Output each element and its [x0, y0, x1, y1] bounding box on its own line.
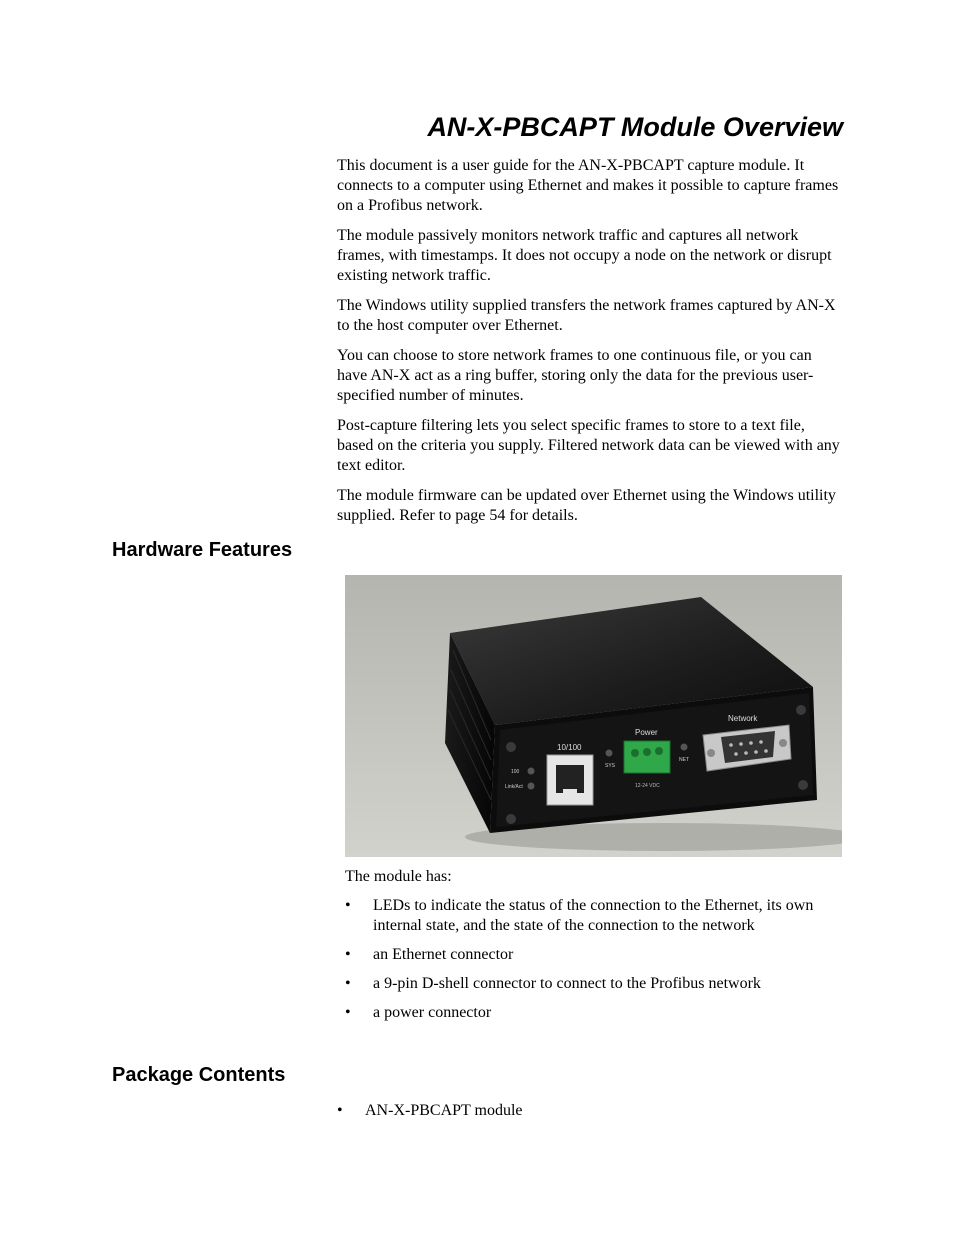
hardware-features-heading: Hardware Features [112, 539, 293, 561]
list-item: • AN-X-PBCAPT module [337, 1102, 523, 1119]
led-net-label: NET [679, 757, 689, 763]
list-item: • a 9-pin D-shell connector to connect to the Profibus network [345, 975, 761, 992]
voltage-label: 12-24 VDC [635, 783, 660, 789]
led-100-label: 100 [511, 769, 520, 775]
intro-paragraph-2: The module passively monitors network traffic and captures all network frames, with timestamps. It does not occupy a node on the network or disrupt existing network traffic. [337, 227, 832, 284]
intro-paragraph-1: This document is a user guide for the AN-X-PBCAPT capture module. It connects to a computer using Ethernet and makes it possible to capture frames on a Profibus network. [337, 157, 839, 214]
power-label: Power [635, 728, 658, 737]
led-sys-label: SYS [605, 763, 616, 769]
intro-paragraph-5: Post-capture filtering lets you select specific frames to store to a text file, based on the criteria you supply. Filtered network data can be viewed with any text editor. [337, 417, 840, 474]
list-item: • an Ethernet connector [345, 946, 514, 963]
bullet-icon: • [345, 946, 351, 963]
ethernet-label: 10/100 [557, 743, 582, 752]
module-photo [345, 575, 842, 857]
bullet-icon: • [337, 1102, 343, 1119]
intro-paragraph-4: You can choose to store network frames to one continuous file, or you can have AN-X act as a ring buffer, storing only the data for the previous user-specified number of minutes. [337, 347, 814, 404]
bullet-icon: • [345, 1004, 351, 1021]
intro-paragraph-3: The Windows utility supplied transfers the network frames captured by AN-X to the host computer over Ethernet. [337, 297, 836, 334]
page-title: AN-X-PBCAPT Module Overview [427, 112, 843, 142]
package-contents-heading: Package Contents [112, 1064, 286, 1086]
list-item: • LEDs to indicate the status of the connection to the Ethernet, its own internal state, and the state of the connection to the network [345, 897, 814, 934]
list-item: • a power connector [345, 1004, 492, 1021]
network-label: Network [728, 714, 758, 723]
intro-paragraph-6: The module firmware can be updated over Ethernet using the Windows utility supplied. Refer to page 54 for details. [337, 487, 836, 524]
bullet-icon: • [345, 897, 351, 914]
bullet-icon: • [345, 975, 351, 992]
led-link-label: Link/Act [505, 784, 523, 790]
hardware-lead-text: The module has: [345, 868, 452, 885]
